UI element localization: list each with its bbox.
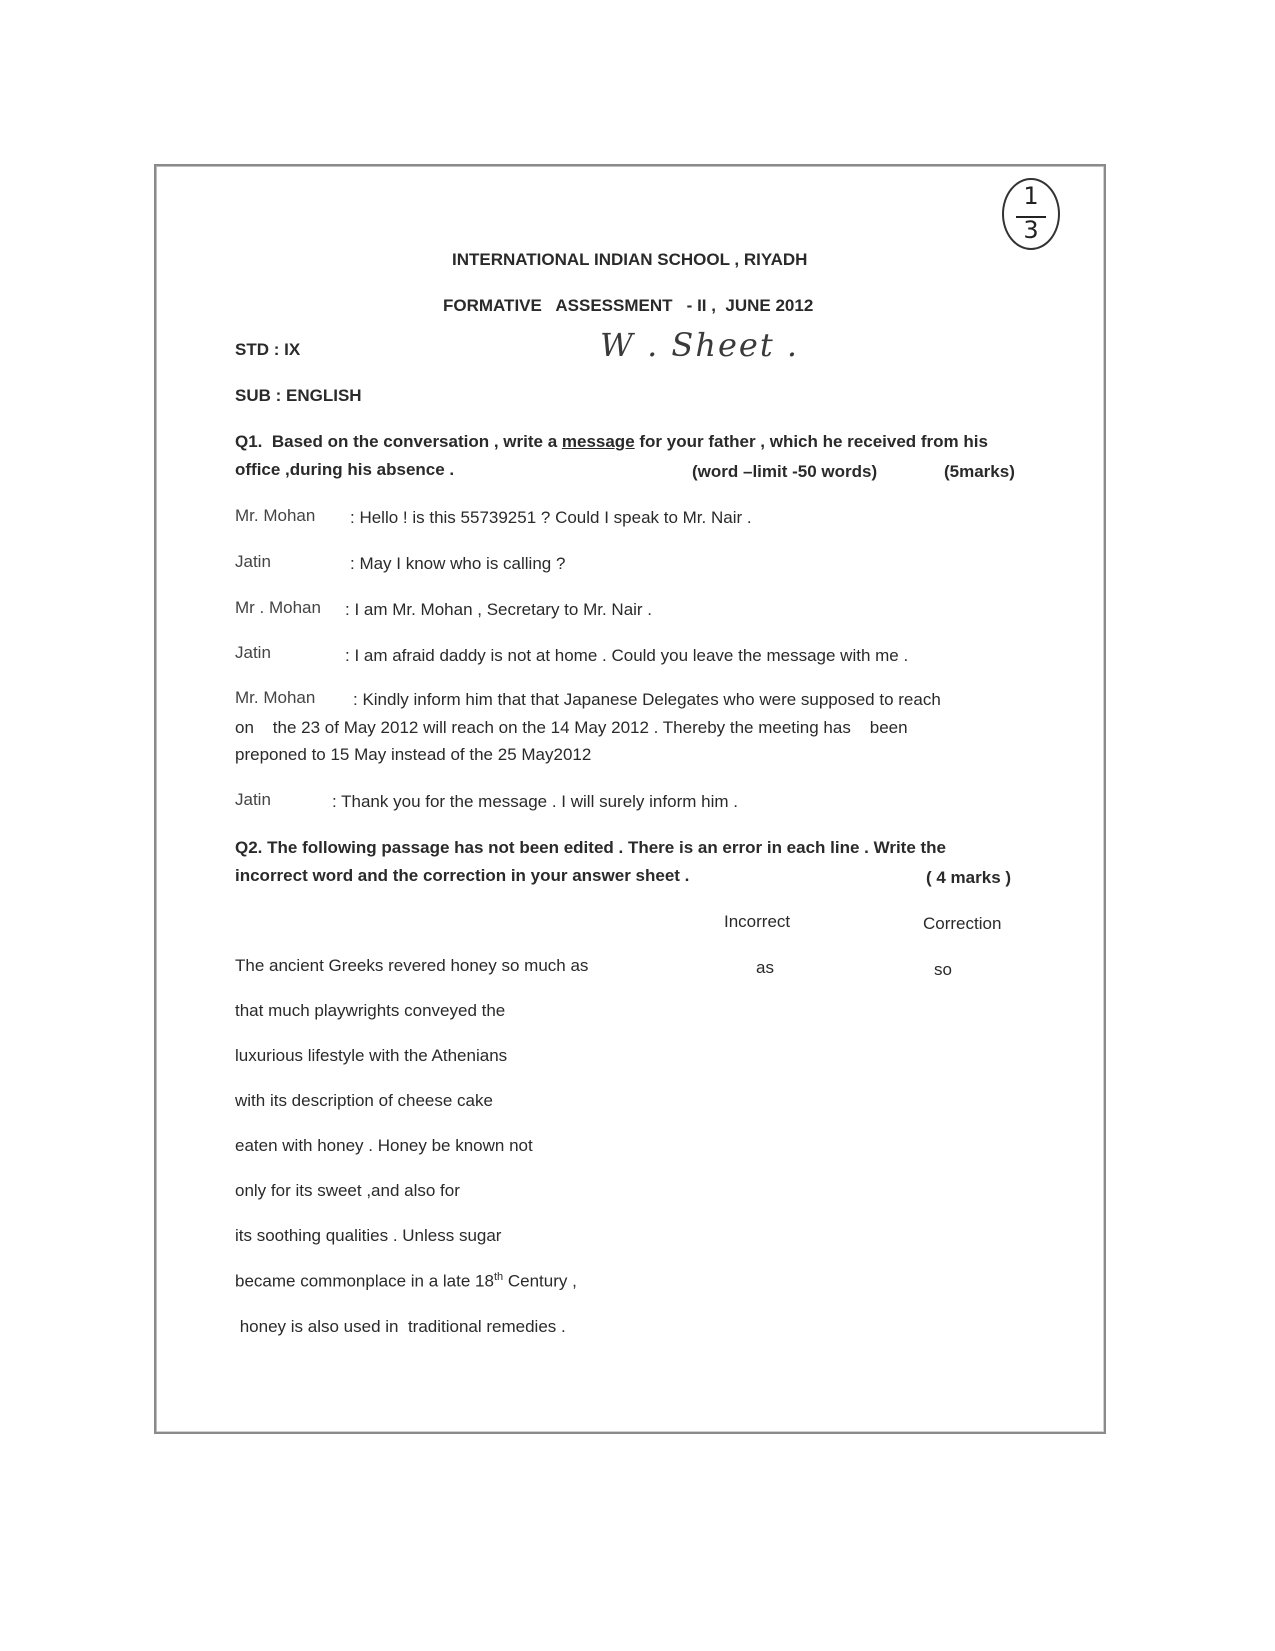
std-label: STD : IX: [235, 340, 301, 359]
q2-instruction-line1: Q2. The following passage has not been edited . There is an error in each line . Write the: [235, 838, 947, 857]
passage-line: with its description of cheese cake: [235, 1091, 493, 1110]
passage-line: honey is also used in traditional remedies .: [235, 1317, 566, 1336]
passage-line8-sup: th: [493, 1271, 504, 1283]
dialogue-speaker: Mr . Mohan: [235, 598, 321, 617]
q1-text-post: for your father , which he received from his: [634, 432, 988, 451]
passage-line8-pre: became commonplace in a late 18: [235, 1271, 494, 1291]
dialogue-text: : May I know who is calling ?: [350, 554, 566, 573]
q1-underlined-word: message: [561, 432, 635, 451]
grade-denominator: 3: [1023, 216, 1039, 244]
dialogue-speaker: Jatin: [235, 790, 271, 809]
dialogue-text: preponed to 15 May instead of the 25 May2012: [235, 745, 592, 764]
passage-line: eaten with honey . Honey be known not: [235, 1136, 533, 1155]
subject-label: SUB : ENGLISH: [235, 386, 362, 405]
dialogue-speaker: Jatin: [235, 552, 271, 571]
dialogue-text: on the 23 of May 2012 will reach on the 14 May 2012 . Thereby the meeting has been: [235, 718, 908, 737]
handwritten-note: W . Sheet .: [600, 326, 800, 364]
passage-line: luxurious lifestyle with the Athenians: [235, 1046, 508, 1065]
passage-line8-post: Century ,: [503, 1271, 577, 1291]
passage-line: its soothing qualities . Unless sugar: [235, 1226, 502, 1245]
example-correction: so: [934, 960, 952, 979]
dialogue-speaker: Jatin: [235, 643, 271, 662]
passage-line: [235, 1271, 577, 1292]
dialogue-text: : I am Mr. Mohan , Secretary to Mr. Nair .: [345, 600, 653, 619]
dialogue-speaker: Mr. Mohan: [235, 688, 316, 707]
dialogue-text: : I am afraid daddy is not at home . Could you leave the message with me .: [345, 646, 909, 665]
column-header-incorrect: Incorrect: [724, 912, 791, 931]
dialogue-text: : Kindly inform him that that Japanese Delegates who were supposed to reach: [353, 690, 941, 709]
assessment-title: FORMATIVE ASSESSMENT - II , JUNE 2012: [443, 296, 814, 315]
q1-marks: (5marks): [944, 462, 1015, 481]
passage-line: that much playwrights conveyed the: [235, 1001, 506, 1020]
dialogue-text: : Hello ! is this 55739251 ? Could I speak to Mr. Nair .: [350, 508, 752, 527]
passage-line: The ancient Greeks revered honey so much as: [235, 956, 589, 975]
example-incorrect: as: [756, 958, 774, 977]
q2-instruction-line2: incorrect word and the correction in your answer sheet .: [235, 866, 690, 885]
q1-text-pre: Q1. Based on the conversation , write a: [235, 432, 562, 451]
grade-numerator: 1: [1023, 182, 1039, 210]
q2-marks: ( 4 marks ): [926, 868, 1012, 887]
q1-instruction-line1: [235, 432, 988, 452]
grade-mark: [1002, 178, 1060, 250]
q1-word-limit: (word –limit -50 words): [692, 462, 878, 481]
dialogue-text: : Thank you for the message . I will surely inform him .: [332, 792, 738, 811]
passage-line: only for its sweet ,and also for: [235, 1181, 460, 1200]
dialogue-speaker: Mr. Mohan: [235, 506, 316, 525]
column-header-correction: Correction: [923, 914, 1002, 933]
q1-instruction-line2: office ,during his absence .: [235, 460, 455, 479]
school-name: INTERNATIONAL INDIAN SCHOOL , RIYADH: [452, 250, 808, 269]
